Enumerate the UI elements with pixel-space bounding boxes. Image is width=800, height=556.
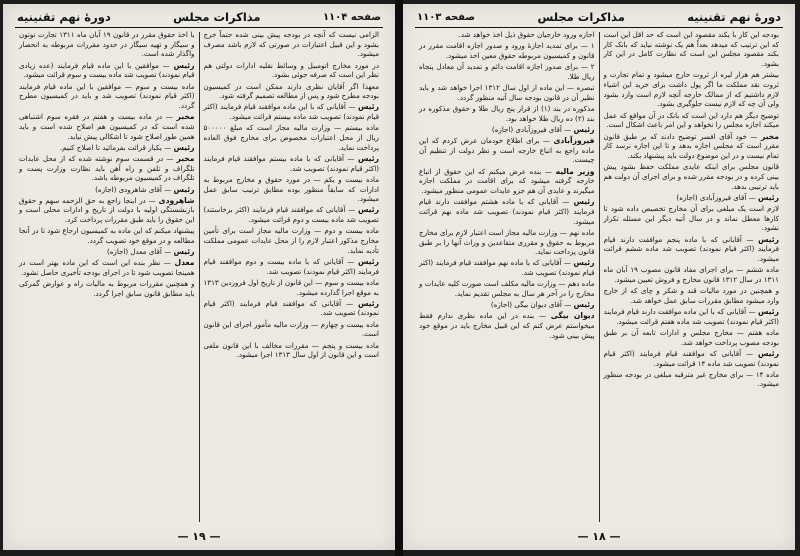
right-page-title: مذاکرات مجلس	[537, 10, 625, 24]
paragraph-text: الزامی نیست که آنچه در بودجه پیش بینی شده حتماً خرج بشود و این قبیل اعتبارات در صورتی که لازم باشد مصرف میشود.	[203, 30, 379, 59]
paragraph-text: — برای اطلاع خودمان عرض کردم که این ماده راجع به اتباع خارجه است و نظر دولت از تنظیم آن چیست.	[419, 136, 595, 165]
paragraph-text: اجازه ورود خارجیان حقوق ذیل اخذ خواهد شد.	[458, 30, 595, 39]
speaker-name: دیوان بیگی	[550, 311, 595, 321]
paragraph	[19, 154, 195, 183]
paragraph	[19, 196, 195, 225]
paragraph	[419, 311, 595, 340]
paragraph-text: — آقایانی که با این ماده موافقت دارند قیام فرمایند (اکثر قیام نمودند) تصویب شد ماده هفتم قرائت میشود.	[603, 306, 779, 326]
paragraph	[19, 185, 195, 195]
paragraph-text: در مورد مخارج اتومبیل و وسائط نقلیه ادارات دولتی هم نظر این است که صرفه جوئی بشود.	[203, 60, 379, 80]
paragraph-text: — آقایانی که با ماده هشتم موافقت دارند قیام فرمایند (اکثر قیام نمودند) تصویب شد ماده نهم قرائت میشود.	[419, 197, 595, 226]
speaker-name: رئیس	[757, 348, 780, 358]
paragraph-text: پیشنهاد میکنم که این ماده به کمیسیون ارجاع شود تا در آنجا مطالعه و در موقع خود تصویب گردد.	[19, 226, 195, 246]
left-page-columns	[15, 30, 383, 524]
paragraph	[204, 226, 380, 255]
paragraph	[419, 300, 595, 310]
right-page-columns	[415, 30, 783, 524]
paragraph-text: ماده ۱۴ — برای مخارج غیر مترقبه مبلغی در بودجه منظور میشود.	[603, 369, 780, 389]
paragraph-text: با اخذ حقوق مقرر در قانون ۱۹ آبان ماه ۱۳۱۱ تجارت توتون و سیگار و تهیه سیگار در حدود مقررات مربوطه به انحصار واگذار شده است.	[19, 30, 195, 59]
paragraph	[19, 143, 195, 153]
paragraph-text: ماده بیست و سوم — موافقین با این ماده قیام فرمایند (اکثر قیام نمودند) تصویب شد و باید در کمیسیون مطرح گردد.	[19, 81, 195, 110]
speaker-name: رئیس	[757, 306, 779, 316]
paragraph-text: — آقای فیروزآبادی (اجازه)	[676, 192, 756, 202]
paragraph	[204, 299, 380, 318]
paragraph-text: تبصره — این ماده از اول سال ۱۳۱۲ اجرا خواهد شد و باید نظیر آن در قانون بودجه سال آتیه منظور گردد.	[419, 83, 595, 102]
paragraph-text: ماده نهم — وزارت مالیه مجاز است اعتبار لازم برای مخارج مربوط به حقوق و مقرری متقاعدین و وراث آنها را بر طبق قانون پرداخت نماید.	[419, 227, 595, 257]
paragraph	[604, 132, 780, 161]
paragraph	[419, 258, 595, 277]
paragraph-text: — آقایانی که موافقند قیام فرمایند (اکثر قیام نمودند) تصویب شد.	[203, 298, 379, 318]
paragraph-text: — در ماده بیست و هفتم در فقره سوم اشتباهی شده است که در کمیسیون هم اصلاح شده است و باید همین طور اصلاح شود تا اشکالی پیش نیاید.	[19, 112, 195, 141]
paragraph	[604, 111, 780, 130]
paragraph-text: بودجه این کار با یکند مقصود این است که حد اقل این است که این ترتیب که میدهد بعداً هم یک نوشته نیاید که بانک کار بکند مقصود مجلس این است که نظارت کامل در این کار بشود.	[603, 30, 779, 69]
paragraph-text: ماده بیست و پنجم — مقررات مخالف با این قانون ملغی است و این قانون از اول سال ۱۳۱۳ اجرا میشود.	[203, 340, 379, 360]
left-page-header	[15, 10, 383, 28]
paragraph-text: لازم است یک مبلغی برای آن مخارج تخصیص داده شود تا کارها معطل نماند و در سال آتیه دیگر این مسئله تکرار نشود.	[603, 203, 779, 233]
paragraph	[204, 205, 380, 224]
paragraph	[419, 197, 595, 226]
speaker-name: فیروزآبادی	[553, 136, 595, 146]
paragraph-text: — بنده عرض میکنم که این حقوق از اتباع خارجه گرفته میشود که برای اقامت در مملکت اجازه میگیرند و عایدی آن هم جزو عایدات عمومی منظور میشود.	[419, 166, 595, 196]
speaker-name: رئیس	[757, 192, 779, 202]
left-page-session: دورهٔ نهم تقنینیه	[17, 10, 111, 24]
paragraph-text: بیشتر هم هزار لیره از ثروت خارج میشود و تمام تجارت و ثروت نقد مملکت ما اگر پول داشت برای خرید این اشیاء لازم داشتیم که از ممالک خارجه آنچه لازم است وارد بشود ولی آن چه که لازم نیست جلوگیری بشود.	[603, 70, 779, 109]
paragraph	[419, 279, 595, 298]
paragraph-text: — نظر بنده این است که این ماده بهتر است در همینجا تصویب شود تا در اجرای بودجه تأخیری حاصل نشود.	[19, 258, 195, 278]
paragraph	[419, 228, 595, 257]
paragraph-text: و همچنین در مورد مالیات قند و شکر و چای که از خارج وارد میشود مطابق مقررات سابق عمل خواهد شد.	[603, 286, 779, 305]
paragraph	[204, 123, 380, 152]
paragraph-text: — در اینجا راجع به حق الزحمه سهم و حقوق بازنشستگی اولیه با دولت از تاریخ و ادارات محلی است و این حقوق را باید طبق مقررات پرداخت کرد.	[19, 195, 195, 225]
paragraph	[204, 320, 380, 339]
speaker-name: رئیس	[573, 124, 595, 134]
paragraph	[604, 162, 780, 191]
paragraph	[604, 204, 780, 233]
left-page-col-right	[200, 30, 384, 524]
paragraph-text: ماده بیست و چهارم — وزارت مالیه مأمور اجرای این قانون است.	[203, 319, 379, 339]
paragraph	[204, 175, 380, 204]
paragraph	[419, 136, 595, 165]
paragraph	[19, 61, 195, 80]
paragraph-text: توضیح دیگر هم دارد این است که بانک در آن مواقع که عمل میکند اجازه مجلس را نخواهد و این امر باعث اشکال است.	[603, 110, 779, 130]
paragraph	[204, 154, 380, 173]
speaker-name: رئیس	[357, 153, 379, 163]
paragraph-text: — آقایانی که با ماده نهم موافقند قیام فرمایند (اکثر قیام نمودند) تصویب شد.	[419, 258, 595, 278]
paragraph-text: — آقای فیروزآبادی (اجازه)	[491, 124, 572, 134]
paragraph-text: ۱ — برای تمدید اجازهٔ ورود و صدور اجازه اقامت مقرر در قانون و کمیسیون مربوطه حقوق معین اخذ میشود.	[419, 41, 595, 60]
paragraph-text: ماده ششم — برای اجرای مفاد قانون مصوب ۱۹ آبان ماه ۱۳۱۱ در سال ۱۳۱۲ قانون مخارج و فروش تعیین میشود.	[603, 265, 779, 284]
book-gutter	[395, 0, 403, 556]
paragraph	[204, 278, 380, 297]
speaker-name: رئیس	[757, 234, 779, 244]
speaker-name: رئیس	[173, 247, 195, 257]
column-divider	[599, 32, 600, 522]
paragraph-text: — آقای شاهرودی (اجازه)	[95, 184, 172, 194]
speaker-name: مخبر	[176, 112, 195, 122]
paragraph	[204, 102, 380, 121]
paragraph-text: — یکبار قرائت بفرمائید تا اصلاح کنیم.	[59, 142, 172, 152]
paragraph	[604, 286, 780, 305]
paragraph	[419, 104, 595, 123]
paragraph-text: ماده بیستم — وزارت مالیه مجاز است که مبلغ ۵۰۰۰۰۰ ریال از محل اعتبارات مخصوص برای مخارج فوق العاده پرداخت نماید.	[203, 123, 379, 152]
column-divider	[199, 32, 200, 522]
paragraph	[604, 349, 780, 368]
paragraph-text: و همچنین مقررات مربوط به مالیات راه و عوارض گمرکی باید مطابق قانون سابق اجرا گردد.	[19, 279, 195, 299]
paragraph	[19, 247, 195, 257]
right-page-col-left	[415, 30, 599, 524]
paragraph-text: قانون مجلس برای اینکه عایدی مملکت حفظ بشود پیش بینی کرده و در بودجه مقرر شده و برای اجرای آن دولت هم باید ترتیبی بدهد.	[603, 162, 779, 191]
paragraph-text: — آقایانی که با ماده بیستم موافقند قیام فرمایند (اکثر قیام نمودند) تصویب شد.	[203, 153, 379, 173]
right-page-footer-number: — ۱۸ —	[577, 530, 621, 543]
speaker-name: رئیس	[173, 184, 195, 194]
paragraph	[204, 61, 380, 80]
paragraph-text: مذکوره در بند (۱) از قرار پنج ریال طلا و حقوق مذکوره در بند (۲) ده ریال طلا خواهد بود.	[419, 103, 595, 123]
paragraph	[19, 30, 195, 59]
paragraph	[604, 30, 780, 69]
paragraph	[19, 226, 195, 245]
paragraph	[204, 257, 380, 276]
paragraph-text: — آقایانی که با این ماده موافقند قیام فرمایند (اکثر قیام نمودند) تصویب شد ماده بیستم قرائت میشود.	[203, 102, 379, 122]
speaker-name: رئیس	[357, 256, 379, 266]
paragraph-text: — خود آقای افسر توضیح دادند که بر طبق قانون مقرر است که مجلس اجازه بدهد و تا این اجازه نرسد کار تمام نیست و در این موضوع دولت باید پیشنهاد بکند.	[603, 131, 779, 160]
paragraph	[604, 193, 780, 203]
paragraph	[419, 41, 595, 60]
paragraph	[419, 83, 595, 102]
paragraph	[419, 125, 595, 135]
speaker-name: شاهرودی	[158, 195, 195, 205]
speaker-name: مخبر	[176, 153, 195, 163]
paragraph-text: — در قسمت سوم نوشته شده که از محل عایدات تلگراف و تلفن و راه آهن باید نظارت وزارت پست و تلگراف در کمیسیون مربوطه باشد.	[19, 153, 195, 183]
paragraph-text: — آقایانی که با ماده پنجم موافقت دارند قیام فرمایند (اکثر قیام نمودند) تصویب شد ماده ششم قرائت میشود.	[603, 234, 779, 263]
paragraph	[204, 341, 380, 360]
paragraph	[604, 370, 780, 389]
right-page-header	[415, 10, 783, 28]
speaker-name: وزیر مالیه	[555, 166, 595, 176]
paragraph	[419, 167, 595, 196]
paragraph	[204, 30, 380, 59]
right-page	[403, 4, 795, 550]
paragraph-text: ۲ — برای صدور اجازه اقامت دائم و تمدید آن معادل پنجاه ریال طلا.	[419, 62, 595, 81]
speaker-name: مخبر	[760, 131, 779, 141]
paragraph-text: — آقایانی که با ماده بیست و دوم موافقند قیام فرمایند (اکثر قیام نمودند) تصویب شد.	[203, 256, 379, 276]
paragraph-text: — موافقین با این ماده قیام فرمایند (عده زیادی قیام نمودند) تصویب شد ماده بیست و سوم قرائت میشود.	[19, 60, 195, 80]
paragraph	[19, 279, 195, 298]
paragraph	[19, 112, 195, 141]
right-page-col-right	[600, 30, 784, 524]
paragraph-text: معهذا اگر آقایان نظری دارند ممکن است در کمیسیون بودجه مطرح شود و پس از مطالعه تصمیم گرفته شود.	[203, 81, 379, 101]
left-page	[3, 4, 395, 550]
paragraph	[604, 328, 780, 347]
paragraph	[419, 30, 595, 40]
paragraph	[204, 82, 380, 101]
paragraph	[604, 235, 780, 264]
paragraph	[419, 62, 595, 81]
paragraph-text: ماده دهم — وزارت مالیه مکلف است صورت کلیه عایدات و مخارج را در آخر هر سال به مجلس تقدیم نماید.	[419, 279, 595, 299]
speaker-name: رئیس	[357, 102, 379, 112]
speaker-name: رئیس	[573, 258, 595, 268]
speaker-name: رئیس	[173, 142, 195, 152]
paragraph-text: ماده بیست و یکم — در مورد حقوق و مخارج مربوط به ادارات که سابقاً منظور بوده مطابق ترتیب سابق عمل میشود.	[203, 174, 379, 204]
left-page-number: صفحه ۱۱۰۴	[322, 11, 381, 23]
paragraph-text: — بنده در این ماده نظری ندارم فقط میخواستم عرض کنم که این قبیل مخارج باید در موقع خود پیش بینی شود.	[419, 311, 595, 340]
paragraph	[604, 70, 780, 109]
paragraph-text: ماده بیست و دوم — وزارت مالیه مجاز است برای تأمین مخارج مذکور اعتبار لازم را از محل عایدات عمومی مملکت تأدیه نماید.	[203, 226, 379, 255]
paragraph-text: ماده بیست و سوم — این قانون از تاریخ اول فروردین ۱۳۱۳ به موقع اجرا گذارده میشود.	[203, 277, 379, 297]
speaker-name: رئیس	[573, 197, 595, 207]
paragraph-text: ماده هفتم — مخارج مجلس و ادارات تابعه آن بر طبق بودجه مصوب پرداخت خواهد شد.	[603, 327, 779, 347]
speaker-name: معدل	[174, 258, 195, 268]
speaker-name: رئیس	[573, 300, 595, 310]
speaker-name: رئیس	[357, 298, 380, 308]
paragraph	[19, 258, 195, 277]
paragraph	[19, 82, 195, 111]
left-page-footer-number: — ۱۹ —	[177, 530, 221, 543]
left-page-title: مذاکرات مجلس	[173, 10, 261, 24]
paragraph-text: — آقایانی که موافقند قیام فرمایند (اکثر قیام نمودند) تصویب شد ماده ۱۴ قرائت میشود.	[603, 348, 779, 368]
speaker-name: رئیس	[357, 205, 379, 215]
left-page-col-left	[15, 30, 199, 524]
right-page-session: دورهٔ نهم تقنینیه	[687, 10, 781, 24]
paragraph	[604, 307, 780, 326]
paragraph-text: — آقای دیوان بیگی (اجازه)	[490, 300, 572, 310]
paragraph-text: — آقایانی که موافقند قیام فرمایند (اکثر برخاستند) تصویب شد ماده بیست و دوم قرائت میشود.	[203, 205, 379, 225]
right-page-number: صفحه ۱۱۰۳	[417, 11, 476, 23]
paragraph-text: — آقای معدل (اجازه)	[106, 247, 172, 257]
speaker-name: رئیس	[173, 60, 195, 70]
paragraph	[604, 265, 780, 284]
